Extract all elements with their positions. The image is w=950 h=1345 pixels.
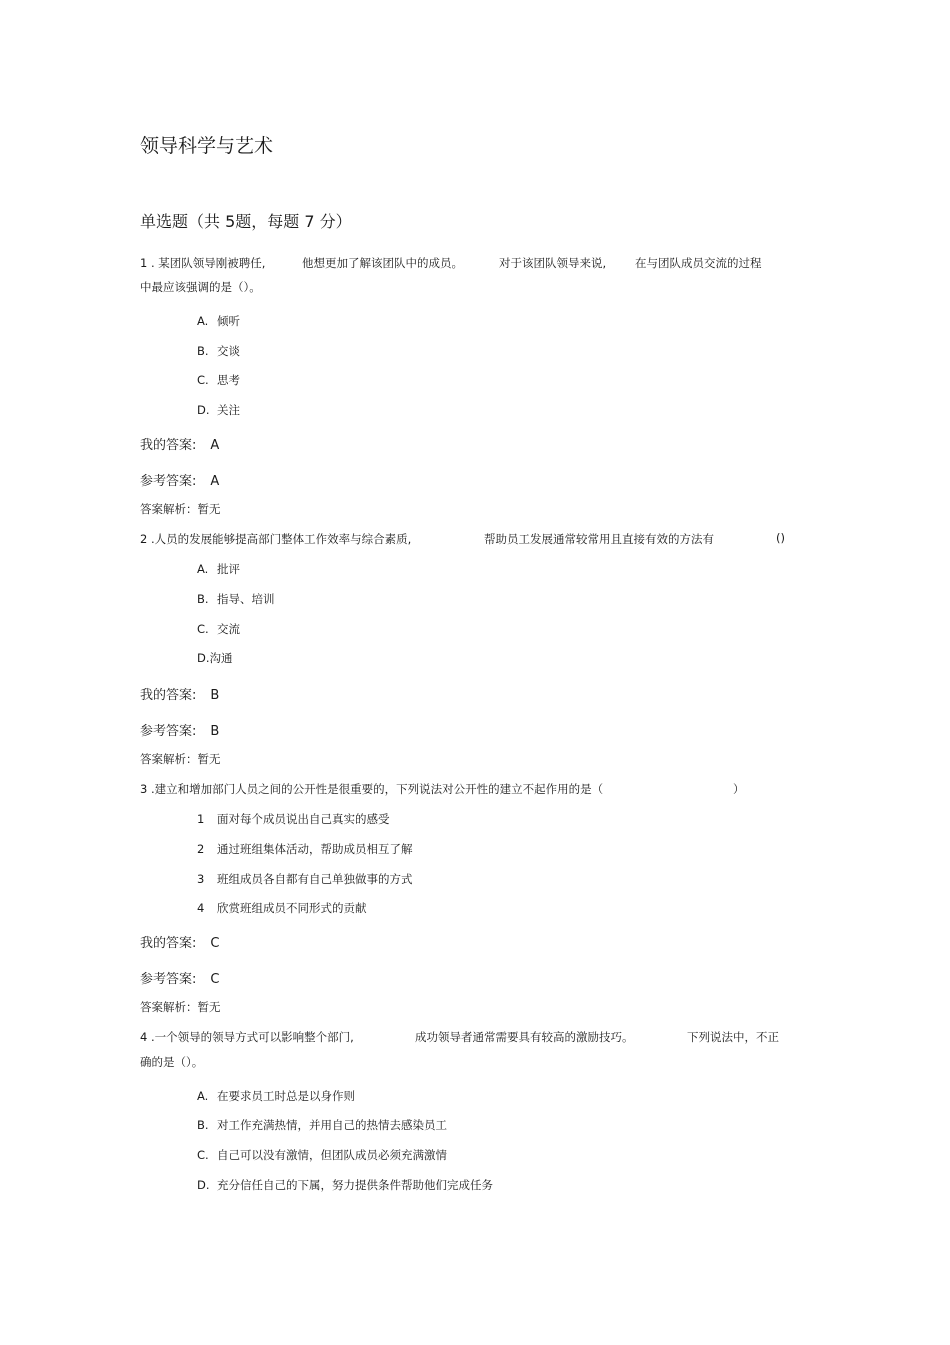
my-answer xyxy=(140,684,219,703)
option-a xyxy=(197,561,240,577)
question-text-part: 成功领导者通常需要具有较高的激励技巧。 xyxy=(415,1030,634,1044)
reference-answer-label: 参考答案: xyxy=(140,474,197,489)
reference-answer xyxy=(140,470,219,489)
option-text: 沟通 xyxy=(209,651,233,665)
option-a xyxy=(197,313,240,329)
option-number: 1 xyxy=(197,812,205,826)
option-c xyxy=(197,372,240,388)
question-text-part: 他想更加了解该团队中的成员。 xyxy=(302,256,463,270)
reference-answer xyxy=(140,968,219,987)
option-number: 2 xyxy=(197,842,205,856)
answer-analysis: 答案解析：暂无 xyxy=(140,502,221,516)
option-number: 3 xyxy=(197,872,205,886)
question-text-part: () xyxy=(776,531,785,545)
question-text-part: 4 .一个领导的领导方式可以影响整个部门, xyxy=(140,1030,354,1044)
option-a xyxy=(197,1088,355,1104)
option-text: 面对每个成员说出自己真实的感受 xyxy=(217,812,390,826)
my-answer-label: 我的答案: xyxy=(140,936,197,951)
option-text: 自己可以没有激情，但团队成员必须充满激情 xyxy=(217,1148,447,1162)
reference-answer xyxy=(140,720,219,739)
my-answer-value: C xyxy=(210,936,220,951)
option-letter: D. xyxy=(197,1178,210,1192)
question-text-part: 在与团队成员交流的过程 xyxy=(635,256,762,270)
option-c xyxy=(197,621,240,637)
question-text-part: 下列说法中，不正 xyxy=(687,1030,779,1044)
option-text: 批评 xyxy=(217,562,240,576)
option-3 xyxy=(197,871,413,887)
option-text: 指导、培训 xyxy=(217,592,275,606)
reference-answer-value: A xyxy=(210,474,220,489)
option-2 xyxy=(197,841,413,857)
answer-analysis: 答案解析：暂无 xyxy=(140,1000,221,1014)
option-text: 在要求员工时总是以身作则 xyxy=(217,1089,355,1103)
my-answer xyxy=(140,932,219,951)
option-letter: B. xyxy=(197,1118,209,1132)
option-letter: A. xyxy=(197,1089,209,1103)
option-letter: A. xyxy=(197,562,209,576)
my-answer xyxy=(140,434,219,453)
option-b xyxy=(197,591,275,607)
option-text: 班组成员各自都有自己单独做事的方式 xyxy=(217,872,413,886)
option-letter: C. xyxy=(197,622,209,636)
section-heading: 单选题（共 5题，每题 7 分） xyxy=(140,212,352,231)
option-letter: B. xyxy=(197,344,209,358)
reference-answer-value: B xyxy=(210,724,220,739)
document-title: 领导科学与艺术 xyxy=(140,135,274,157)
option-letter: D. xyxy=(197,651,210,665)
option-letter: C. xyxy=(197,1148,209,1162)
question-text-part: ） xyxy=(733,782,745,796)
question-text-part: 对于该团队领导来说, xyxy=(499,256,607,270)
reference-answer-value: C xyxy=(210,972,220,987)
option-d xyxy=(197,402,240,418)
my-answer-value: A xyxy=(210,438,220,453)
option-c xyxy=(197,1147,447,1163)
option-d xyxy=(197,650,233,666)
question-text-part: 3 .建立和增加部门人员之间的公开性是很重要的，下列说法对公开性的建立不起作用的是（ xyxy=(140,782,604,796)
option-letter: C. xyxy=(197,373,209,387)
my-answer-label: 我的答案: xyxy=(140,438,197,453)
option-text: 对工作充满热情，并用自己的热情去感染员工 xyxy=(217,1118,447,1132)
option-text: 充分信任自己的下属，努力提供条件帮助他们完成任务 xyxy=(217,1178,493,1192)
option-b xyxy=(197,343,240,359)
option-b xyxy=(197,1117,447,1133)
option-text: 交流 xyxy=(217,622,240,636)
option-text: 关注 xyxy=(217,403,240,417)
option-4 xyxy=(197,900,367,916)
reference-answer-label: 参考答案: xyxy=(140,972,197,987)
option-letter: D. xyxy=(197,403,210,417)
option-1 xyxy=(197,811,390,827)
option-letter: B. xyxy=(197,592,209,606)
option-d xyxy=(197,1177,493,1193)
question-text-line2: 确的是（）。 xyxy=(140,1055,204,1069)
answer-analysis: 答案解析：暂无 xyxy=(140,752,221,766)
option-text: 交谈 xyxy=(217,344,240,358)
question-text-part: 2 .人员的发展能够提高部门整体工作效率与综合素质, xyxy=(140,532,412,546)
my-answer-label: 我的答案: xyxy=(140,688,197,703)
question-text-line2: 中最应该强调的是（）。 xyxy=(140,280,261,294)
option-text: 通过班组集体活动，帮助成员相互了解 xyxy=(217,842,413,856)
question-text-part: 1 . 某团队领导刚被聘任, xyxy=(140,256,266,270)
question-text-part: 帮助员工发展通常较常用且直接有效的方法有 xyxy=(484,532,714,546)
option-text: 欣赏班组成员不同形式的贡献 xyxy=(217,901,367,915)
option-text: 思考 xyxy=(217,373,240,387)
option-number: 4 xyxy=(197,901,205,915)
option-letter: A. xyxy=(197,314,209,328)
reference-answer-label: 参考答案: xyxy=(140,724,197,739)
my-answer-value: B xyxy=(210,688,220,703)
option-text: 倾听 xyxy=(217,314,240,328)
